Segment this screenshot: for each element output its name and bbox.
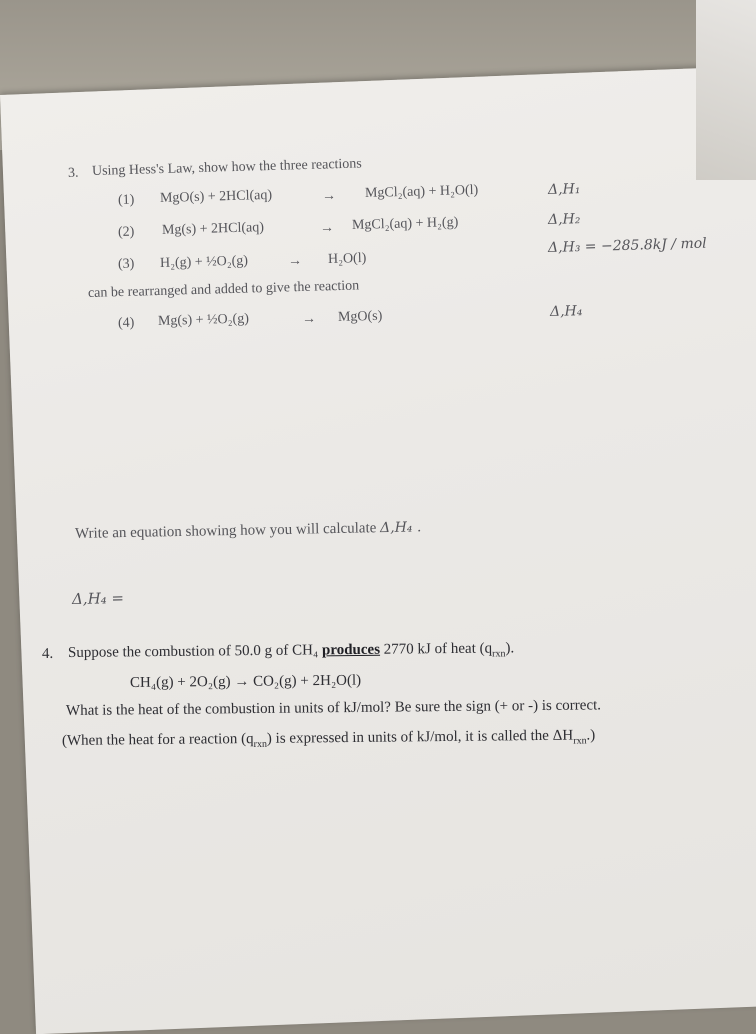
reaction-4-enthalpy: Δ,H₄: [549, 303, 583, 320]
q4-line3-c: .): [586, 727, 596, 744]
reaction-1-label: (1): [117, 192, 135, 208]
reaction-1-products: MgCl₂(aq) + H₂O(l): [364, 182, 479, 201]
q4-line3-sub: rxn: [253, 738, 268, 750]
q4-line3-a: (When the heat for a reaction (q: [61, 730, 254, 749]
reaction-2-arrow: →: [319, 220, 335, 236]
q4-line1-a: Suppose the combustion of 50.0 g of CH₄: [67, 642, 319, 661]
reaction-2-reactants: Mg(s) + 2HCl(aq): [161, 220, 265, 238]
q4-line2: What is the heat of the combustion in units of kJ/mol? Be sure the sign (+ or -) is correct.: [65, 697, 602, 719]
reaction-2-enthalpy: Δ,H₂: [547, 211, 581, 228]
q4-equation: CH₄(g) + 2O₂(g) → CO₂(g) + 2H₂O(l): [129, 672, 362, 691]
q4-line3: [62, 727, 595, 752]
reaction-3-products: H₂O(l): [327, 250, 367, 267]
reaction-3-enthalpy: Δ,H₃ = −285.8kJ / mol: [547, 235, 707, 256]
reaction-4-arrow: →: [301, 311, 317, 327]
reaction-1-reactants: MgO(s) + 2HCl(aq): [159, 187, 273, 206]
q4-number: 4.: [41, 645, 54, 662]
write-prompt: [75, 519, 422, 543]
q4-line1-b: 2770 kJ of heat (q: [383, 640, 493, 658]
q3-intro: Using Hess's Law, show how the three reactions: [91, 156, 362, 179]
reaction-3-reactants: H₂(g) + ½O₂(g): [159, 253, 249, 271]
reaction-4-reactants: Mg(s) + ½O₂(g): [157, 311, 250, 329]
reaction-3-arrow: →: [287, 253, 303, 269]
q4-line1-bold: produces: [321, 641, 381, 659]
q4-line1: [68, 640, 514, 664]
reaction-2-label: (2): [117, 224, 135, 240]
q4-line3-b: ) is expressed in units of kJ/mol, it is called the ΔH: [266, 727, 574, 747]
reaction-1-arrow: →: [321, 188, 337, 204]
q3-middle-text: can be rearranged and added to give the reaction: [87, 278, 360, 301]
q3-number: 3.: [67, 165, 79, 181]
answer-label: Δ,H₄ =: [71, 589, 125, 608]
write-prompt-symbol: Δ,H₄ .: [379, 519, 422, 537]
reaction-4-label: (4): [117, 315, 135, 331]
reaction-1-enthalpy: Δ,H₁: [547, 181, 581, 198]
reaction-4-products: MgO(s): [337, 308, 383, 325]
q4-line1-sub: rxn: [492, 648, 506, 660]
reaction-2-products: MgCl₂(aq) + H₂(g): [351, 215, 459, 233]
q4-line3-sub2: rxn: [573, 735, 587, 747]
q4-line1-c: ).: [505, 640, 515, 657]
write-prompt-text: Write an equation showing how you will calculate: [74, 520, 377, 542]
reaction-3-label: (3): [117, 256, 135, 272]
